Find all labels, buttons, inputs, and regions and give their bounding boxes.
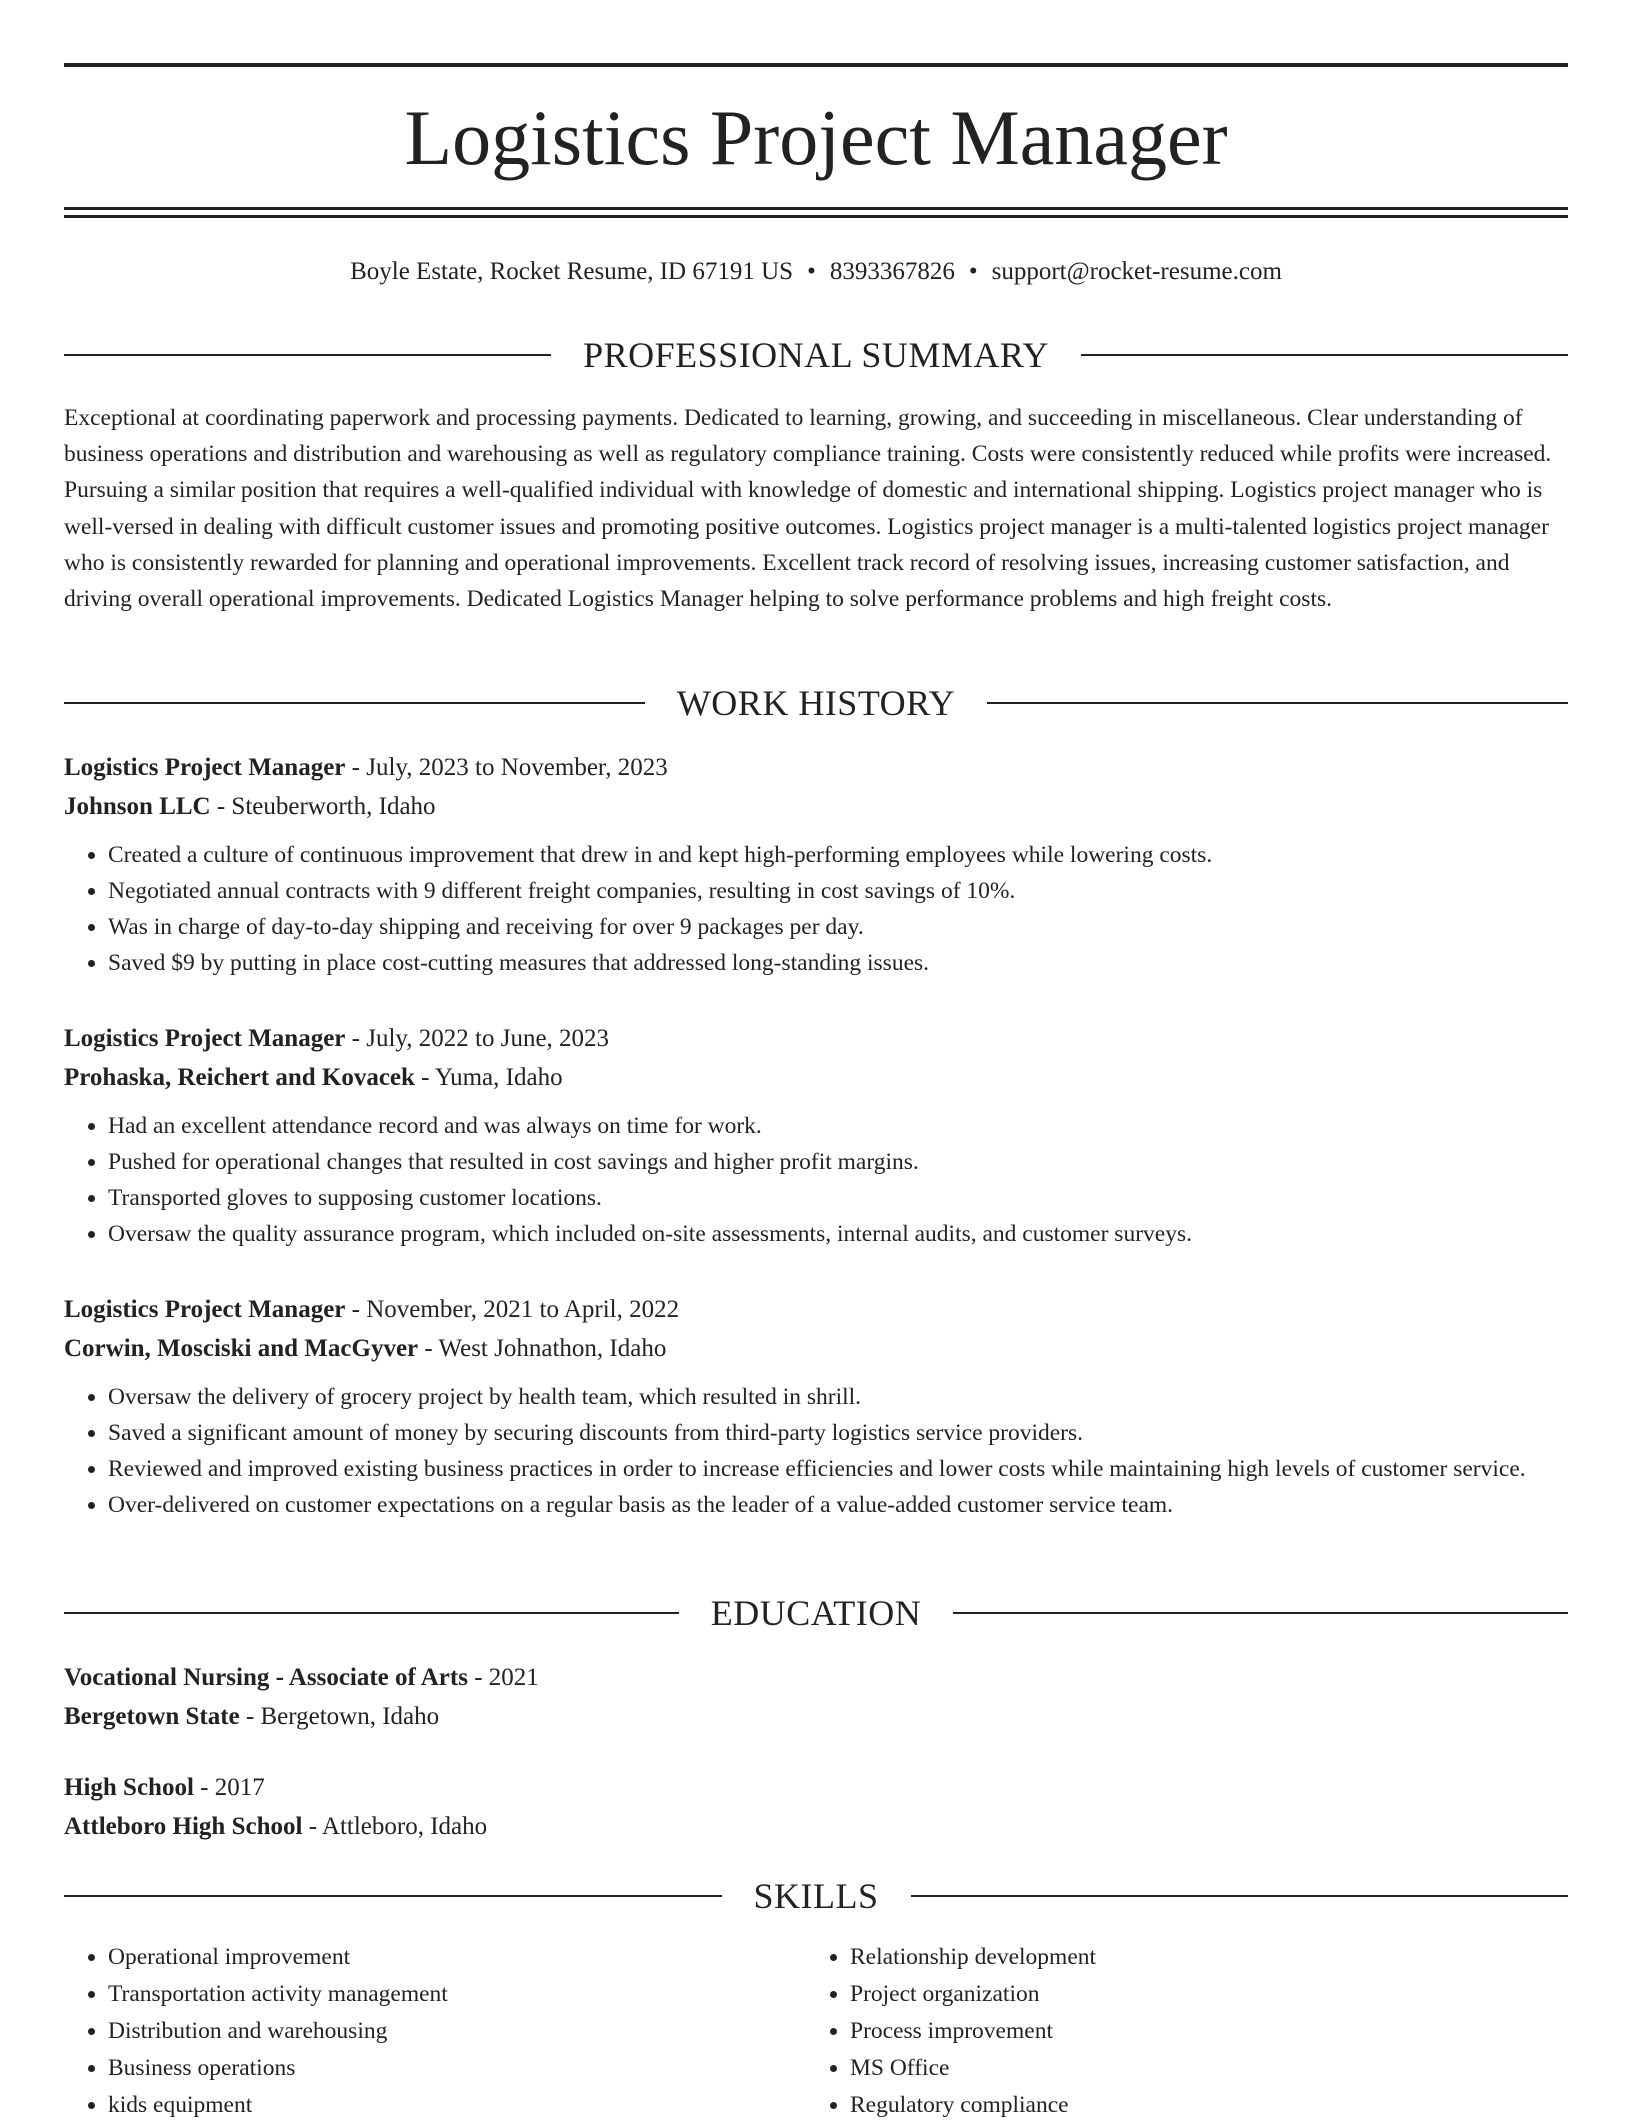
school-line xyxy=(64,1697,1568,1736)
section-title: SKILLS xyxy=(753,1876,879,1916)
education-entry xyxy=(64,1658,1568,1736)
job-title-line xyxy=(64,1019,1568,1058)
degree-line xyxy=(64,1658,1568,1697)
section-rule xyxy=(64,1612,679,1614)
job-title-line xyxy=(64,748,1568,787)
company-name: Johnson LLC xyxy=(64,793,211,820)
section-heading-education xyxy=(64,1590,1568,1636)
degree-year: - 2021 xyxy=(467,1664,539,1691)
job-dates: - July, 2022 to June, 2023 xyxy=(345,1025,610,1052)
skill-item: • Transportation activity management xyxy=(108,1976,806,2013)
contact-line xyxy=(64,252,1568,292)
header-top-rule xyxy=(64,63,1568,67)
school-line xyxy=(64,1807,1568,1846)
list-item: • Reviewed and improved existing business practices in order to increase efficiencies and lower costs while maintaining high levels of customer service. xyxy=(108,1451,1568,1487)
skill-item: • Process improvement xyxy=(850,2013,1548,2050)
list-item: • Was in charge of day-to-day shipping and receiving for over 9 packages per day. xyxy=(108,909,1568,945)
job-dates: - November, 2021 to April, 2022 xyxy=(345,1296,680,1323)
header-double-rule-upper xyxy=(64,207,1568,210)
list-item: • Saved a significant amount of money by securing discounts from third-party logistics service providers. xyxy=(108,1415,1568,1451)
skill-item: • Business operations xyxy=(108,2050,806,2087)
school-location: - Attleboro, Idaho xyxy=(302,1813,488,1840)
company-line xyxy=(64,1329,1568,1368)
section-title: EDUCATION xyxy=(710,1593,922,1633)
degree-name: Vocational Nursing - Associate of Arts xyxy=(64,1664,468,1691)
degree-year: - 2017 xyxy=(193,1774,265,1801)
work-entry xyxy=(64,748,1568,981)
job-title-line xyxy=(64,1290,1568,1329)
section-title: WORK HISTORY xyxy=(676,683,956,723)
list-item: • Oversaw the quality assurance program, which included on-site assessments, internal audits, and customer surveys. xyxy=(108,1216,1568,1252)
skill-item: • Project organization xyxy=(850,1976,1548,2013)
skills-list xyxy=(64,1939,1568,2124)
company-name: Corwin, Mosciski and MacGyver xyxy=(64,1335,419,1362)
list-item: • Negotiated annual contracts with 9 different freight companies, resulting in cost savings of 10%. xyxy=(108,873,1568,909)
list-item: • Saved $9 by putting in place cost-cutting measures that addressed long-standing issues. xyxy=(108,945,1568,981)
skills-column-right xyxy=(806,1939,1548,2124)
degree-line xyxy=(64,1768,1568,1807)
skill-item: • kids equipment xyxy=(108,2087,806,2124)
section-rule xyxy=(953,1612,1568,1614)
list-item: • Transported gloves to supposing customer locations. xyxy=(108,1180,1568,1216)
contact-address: Boyle Estate, Rocket Resume, ID 67191 US xyxy=(350,258,794,285)
job-title: Logistics Project Manager xyxy=(64,754,346,781)
skill-item: • Regulatory compliance xyxy=(850,2087,1548,2124)
job-dates: - July, 2023 to November, 2023 xyxy=(345,754,668,781)
list-item: • Created a culture of continuous improvement that drew in and kept high-performing employees while lowering costs. xyxy=(108,837,1568,873)
section-rule xyxy=(1081,354,1568,356)
job-title: Logistics Project Manager xyxy=(64,1025,346,1052)
section-title: PROFESSIONAL SUMMARY xyxy=(583,335,1049,375)
work-entry xyxy=(64,1019,1568,1252)
section-rule xyxy=(64,1895,722,1897)
section-heading-skills xyxy=(64,1873,1568,1919)
list-item: • Pushed for operational changes that resulted in cost savings and higher profit margins. xyxy=(108,1144,1568,1180)
skill-item: • Distribution and warehousing xyxy=(108,2013,806,2050)
company-location: - Yuma, Idaho xyxy=(414,1064,563,1091)
degree-name: High School xyxy=(64,1774,194,1801)
summary-text: Exceptional at coordinating paperwork and processing payments. Dedicated to learning, growing, and succeeding in miscellaneous. Clear understanding of business operations and distribution and warehousing as well as regulatory compliance training. Costs were consistently reduced while profits were increased. Pursuing a similar position that requires a well-qualified individual with knowledge of domestic and international shipping. Logistics project manager who is well-versed in dealing with difficult customer issues and promoting positive outcomes. Logistics project manager is a multi-talented logistics project manager who is consistently rewarded for planning and operational improvements. Excellent track record of resolving issues, increasing customer satisfaction, and driving overall operational improvements. Dedicated Logistics Manager helping to solve performance problems and high freight costs. xyxy=(64,405,1552,613)
company-line xyxy=(64,1058,1568,1097)
contact-email: support@rocket-resume.com xyxy=(991,258,1282,285)
skills-bullets xyxy=(806,1939,1548,2124)
school-name: Attleboro High School xyxy=(64,1813,303,1840)
section-rule xyxy=(987,702,1568,704)
work-entry xyxy=(64,1290,1568,1523)
list-item: • Over-delivered on customer expectations on a regular basis as the leader of a value-added customer service team. xyxy=(108,1487,1568,1523)
skill-item: • Relationship development xyxy=(850,1939,1548,1976)
section-heading-work-history xyxy=(64,680,1568,726)
education-entry xyxy=(64,1768,1568,1846)
list-item: • Oversaw the delivery of grocery project by health team, which resulted in shrill. xyxy=(108,1379,1568,1415)
section-rule xyxy=(64,354,551,356)
section-heading-summary xyxy=(64,332,1568,378)
list-item: • Had an excellent attendance record and was always on time for work. xyxy=(108,1108,1568,1144)
resume-name: Logistics Project Manager xyxy=(404,94,1228,181)
skills-column-left xyxy=(64,1939,806,2124)
school-location: - Bergetown, Idaho xyxy=(239,1703,440,1730)
skill-item: • MS Office xyxy=(850,2050,1548,2087)
section-rule xyxy=(911,1895,1569,1897)
header-double-rule-lower xyxy=(64,215,1568,218)
company-line xyxy=(64,787,1568,826)
job-bullets xyxy=(64,837,1568,981)
skills-bullets xyxy=(64,1939,806,2124)
job-title: Logistics Project Manager xyxy=(64,1296,346,1323)
contact-separator: • xyxy=(968,258,978,285)
company-location: - Steuberworth, Idaho xyxy=(210,793,436,820)
company-name: Prohaska, Reichert and Kovacek xyxy=(64,1064,415,1091)
contact-separator: • xyxy=(807,258,816,285)
skill-item: • Operational improvement xyxy=(108,1939,806,1976)
company-location: - West Johnathon, Idaho xyxy=(418,1335,667,1362)
section-rule xyxy=(64,702,645,704)
job-bullets xyxy=(64,1108,1568,1252)
school-name: Bergetown State xyxy=(64,1703,240,1730)
job-bullets xyxy=(64,1379,1568,1523)
contact-phone: 8393367826 xyxy=(829,258,955,285)
